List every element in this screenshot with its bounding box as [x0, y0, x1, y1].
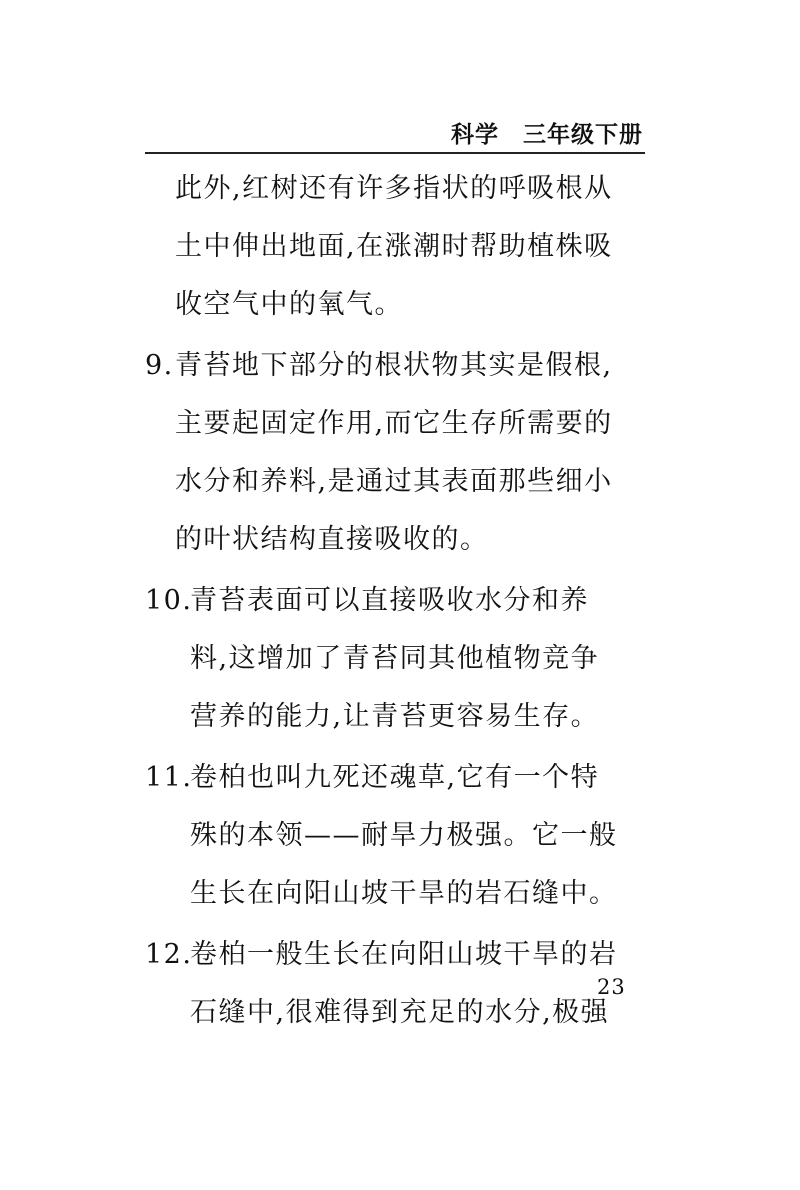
page-header [145, 112, 645, 154]
text-line: 料,这增加了青苔同其他植物竞争 [190, 643, 600, 674]
text-line: 收空气中的氧气。 [175, 289, 403, 320]
text-line: 殊的本领——耐旱力极强。它一般 [190, 820, 618, 851]
header-grade: 三年级下册 [523, 122, 643, 148]
text-line: 青苔地下部分的根状物其实是假根, [175, 350, 613, 381]
text-line: 生长在向阳山坡干旱的岩石缝中。 [190, 878, 618, 909]
page-number: 23 [597, 975, 626, 999]
text-line: 此外,红树还有许多指状的呼吸根从 [175, 173, 613, 204]
answer-item-10 [145, 572, 645, 746]
text-line: 卷柏也叫九死还魂草,它有一个特 [190, 762, 600, 793]
answer-item-9 [145, 337, 645, 569]
text-line: 青苔表面可以直接吸收水分和养 [190, 585, 589, 616]
header-subject: 科学 [451, 122, 499, 148]
text-line: 的叶状结构直接吸收的。 [175, 524, 489, 555]
text-line: 土中伸出地面,在涨潮时帮助植株吸 [175, 231, 613, 262]
text-line: 水分和养料,是通过其表面那些细小 [175, 466, 613, 497]
text-line: 卷柏一般生长在向阳山坡干旱的岩 [190, 939, 618, 970]
item-number: 11. [145, 762, 193, 793]
text-line: 主要起固定作用,而它生存所需要的 [175, 408, 613, 439]
page-content [145, 160, 645, 1045]
answer-item-12 [145, 926, 645, 1042]
item-number: 9. [145, 350, 174, 381]
item-number: 10. [145, 585, 193, 616]
header-title [451, 116, 643, 149]
paragraph-continued [145, 160, 645, 334]
item-number: 12. [145, 939, 193, 970]
answer-item-11 [145, 749, 645, 923]
text-line: 石缝中,很难得到充足的水分,极强 [190, 997, 610, 1028]
text-line: 营养的能力,让青苔更容易生存。 [190, 701, 600, 732]
